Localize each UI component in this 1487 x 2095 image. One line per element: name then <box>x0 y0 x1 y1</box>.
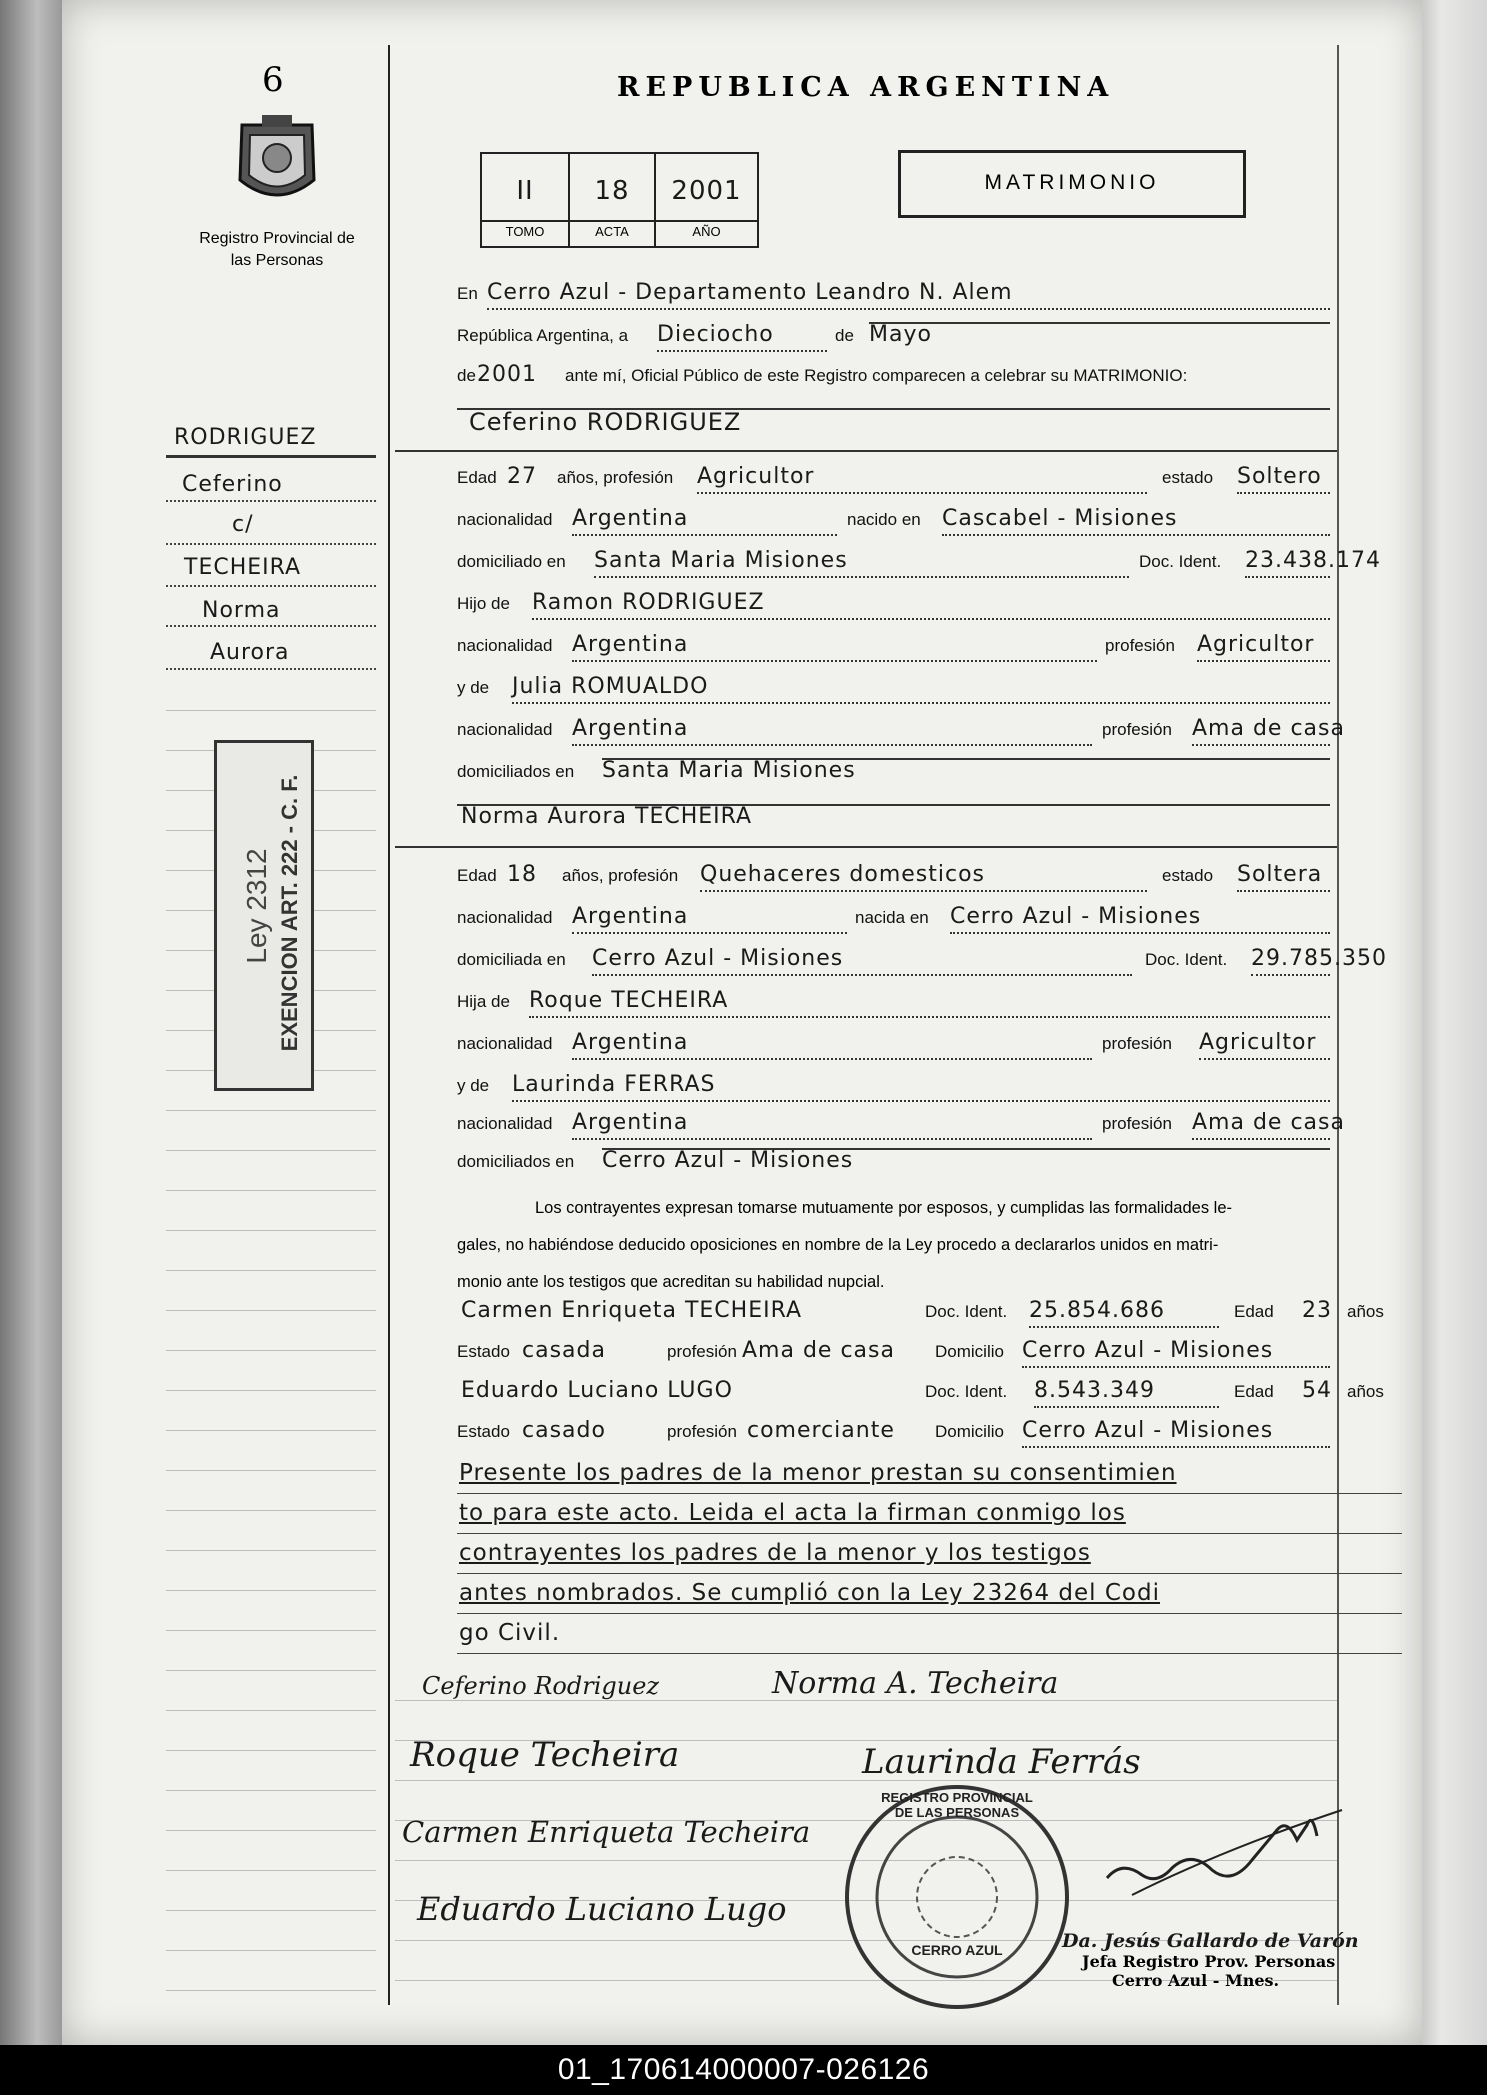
signature-witness-1: Carmen Enriqueta Techeira <box>402 1815 811 1849</box>
adjacent-page-strip <box>1422 0 1487 2045</box>
bride-parents-domicile-row: domiciliados en Cerro Azul - Misiones <box>457 1148 1330 1184</box>
bride-father-row: Hija de Roque TECHEIRA <box>457 988 1330 1024</box>
act-type-label: MATRIMONIO <box>984 171 1160 194</box>
groom-parents-domicile-row: domiciliados en Santa Maria Misiones <box>457 758 1330 794</box>
anio-label: AÑO <box>692 224 721 239</box>
official-signature-scrawl <box>1102 1790 1352 1900</box>
intro-date-row: República Argentina, a Dieciocho de Mayo <box>457 322 1330 358</box>
margin-given-2a: Norma <box>202 598 281 623</box>
right-border-line <box>1337 45 1339 2005</box>
margin-divider-line <box>388 45 390 2005</box>
witness-1-name: Carmen Enriqueta TECHEIRA <box>461 1298 803 1323</box>
acta-value: 18 <box>594 176 630 206</box>
certificate-page: 6 Registro Provincial de las Personas REPUBLICA ARGENTINA II 18 2001 TOMO ACTA AÑO MATRIMONIO En Cerro Azul - Departamento Leandro N. Alem República Argentina, a Dieciocho de Mayo de 2001 ante mí, Oficial Público de este Registro comparecen a celebrar su MATRIMONIO: Ceferino RODRIGUEZ Edad 27 años, profesión Agricultor estado Soltero nacionalidad Argentina nacido en Cascabel - Misiones domiciliado en Santa Maria Misiones Doc. Ident. 23.438.174 Hijo de Ramon RODRIGUEZ nacionalidad Argentina profesión Agricultor y de Julia ROMUALDO nacionalidad Argentina profesión Ama de casa domiciliados en Santa Maria Misiones Norma Aurora TECHEIRA Edad 18 años, profesión Quehaceres domesticos estado Soltera nacionalidad Argentina nacida en Cerro Azul - Misiones domiciliada en Cerro Azul - Misiones Doc. Ident. 29.785.350 Hija de Roque TECHEIRA nacionalidad Argentina profesión Agricultor y de Laurinda FERRAS nacionalidad Argentina profesión Ama de casa domiciliados en Cerro Azul - Misiones Los contrayentes expresan tomarse mutuamente por esposos, y cumplidas las formalidades le- gales, no habiéndose deducido oposiciones en nombre de la Ley procedo a declararlos unidos en matri- monio ante los testigos que acreditan su habilidad nupcial. Carmen Enriqueta TECHEIRA Doc. Ident. 25.854.686 Edad 23 años Estado casada profesión Ama de casa Domicilio Cerro Azul - Misiones Eduardo Luciano LUGO Doc. Ident. 8.543.349 Edad 54 años Estado casado profesión comerciante Domicilio Cerro Azul - Misiones Presente los padres de la menor prestan su consentimien to para este acto. Leida el acta la firman conmigo los contrayentes los padres de la menor y los testigos antes nombrados. Se cumplió con la Ley 23264 del Codi go Civil. Ceferino Rodriguez Norma A. Techeira Roque Techeira Laurinda Ferrás Carmen Enriqueta Techeira Eduardo Luciano Lugo REGISTRO PROVINCIAL DE LAS PERSONAS CERRO AZUL Da. Jesús Gallardo de Varón Jefa Registro Prov. Personas Cerro Azul - Mnes. RODRIGUEZ Ceferino c/ TECHEIRA Norma Aurora Ley 2312 EXENCION ART. 222 - C. F. <box>62 0 1422 2045</box>
groom-nationality-row: nacionalidad Argentina nacido en Cascabel - Misiones <box>457 506 1330 542</box>
place-value: Cerro Azul - Departamento Leandro N. Alem <box>487 280 1013 305</box>
bride-age-row: Edad 18 años, profesión Quehaceres domesticos estado Soltera <box>457 862 1330 898</box>
bride-domicile-row: domiciliada en Cerro Azul - Misiones Doc. Ident. 29.785.350 <box>457 946 1330 982</box>
groom-mother-nat-row: nacionalidad Argentina profesión Ama de casa <box>457 716 1330 752</box>
day-value: Dieciocho <box>657 322 774 347</box>
country-title: REPUBLICA ARGENTINA <box>617 72 1115 103</box>
margin-surname-2: TECHEIRA <box>184 555 302 580</box>
bride-father-nat-row: nacionalidad Argentina profesión Agricultor <box>457 1030 1330 1066</box>
official-stamp: Da. Jesús Gallardo de Varón Jefa Registro Prov. Personas Cerro Azul - Mnes. <box>1062 1930 1359 1990</box>
groom-name-row <box>457 408 1330 444</box>
margin-given-1: Ceferino <box>182 472 283 497</box>
exemption-stamp-law: Ley 2312 <box>241 848 272 964</box>
intro-year-row: de 2001 ante mí, Oficial Público de este Registro comparecen a celebrar su MATRIMONIO: <box>457 362 1188 387</box>
bride-mother-nat-row: nacionalidad Argentina profesión Ama de casa <box>457 1110 1330 1146</box>
signature-bride-mother: Laurinda Ferrás <box>862 1742 1141 1782</box>
groom-name: Ceferino RODRIGUEZ <box>469 408 742 436</box>
anio-value: 2001 <box>671 176 742 206</box>
groom-father-nat-row: nacionalidad Argentina profesión Agricultor <box>457 632 1330 668</box>
margin-given-2b: Aurora <box>210 640 290 665</box>
tomo-value: II <box>516 176 534 206</box>
exemption-stamp-article: EXENCION ART. 222 - C. F. <box>277 774 302 1052</box>
groom-father-row: Hijo de Ramon RODRIGUEZ <box>457 590 1330 626</box>
bride-mother-row: y de Laurinda FERRAS <box>457 1072 1330 1108</box>
exemption-stamp <box>214 740 314 1091</box>
groom-domicile-row: domiciliado en Santa Maria Misiones Doc. Ident. 23.438.174 <box>457 548 1330 584</box>
witness-1-row: Carmen Enriqueta TECHEIRA Doc. Ident. 25.854.686 Edad 23 años <box>457 1298 1330 1334</box>
groom-doc: 23.438.174 <box>1245 548 1381 573</box>
signature-groom: Ceferino Rodriguez <box>422 1672 660 1700</box>
official-seal: REGISTRO PROVINCIAL DE LAS PERSONAS CERRO AZUL <box>842 1782 1072 2012</box>
bride-name: Norma Aurora TECHEIRA <box>461 804 753 829</box>
signature-bride: Norma A. Techeira <box>772 1666 1059 1701</box>
bride-nationality-row: nacionalidad Argentina nacida en Cerro Azul - Misiones <box>457 904 1330 940</box>
registry-name: Registro Provincial de las Personas <box>199 230 355 269</box>
margin-surname-1: RODRIGUEZ <box>174 425 317 450</box>
coat-of-arms-icon <box>232 110 322 215</box>
page-binding-edge <box>0 0 62 2045</box>
signature-witness-2: Eduardo Luciano Lugo <box>417 1890 787 1928</box>
registry-box <box>480 152 759 248</box>
witness-2-name: Eduardo Luciano LUGO <box>461 1378 733 1403</box>
bride-doc: 29.785.350 <box>1251 946 1387 971</box>
intro-place-row: En Cerro Azul - Departamento Leandro N. Alem <box>457 280 1330 316</box>
tomo-label: TOMO <box>505 224 545 239</box>
witness-1-detail-row: Estado casada profesión Ama de casa Domicilio Cerro Azul - Misiones <box>457 1338 1330 1374</box>
acta-label: ACTA <box>595 224 629 239</box>
declaration-text: Los contrayentes expresan tomarse mutuamente por esposos, y cumplidas las formalidades le- gales, no habiéndose deducido oposiciones en nombre de la Ley procedo a declararlos unidos en matri- monio ante los testigos que acreditan su habilidad nupcial. <box>457 1199 1233 1291</box>
act-type-box <box>898 150 1246 218</box>
groom-mother-row: y de Julia ROMUALDO <box>457 674 1330 710</box>
groom-age-row: Edad 27 años, profesión Agricultor estado Soltero <box>457 464 1330 500</box>
margin-conj: c/ <box>232 512 254 537</box>
month-value: Mayo <box>869 322 932 347</box>
image-identifier-footer: 01_170614000007-026126 <box>0 2045 1487 2095</box>
witness-2-row: Eduardo Luciano LUGO Doc. Ident. 8.543.349 Edad 54 años <box>457 1378 1330 1414</box>
page-number: 6 <box>262 60 284 100</box>
signature-bride-father: Roque Techeira <box>410 1735 680 1775</box>
bride-name-row <box>457 804 1330 840</box>
year-value: 2001 <box>477 362 537 387</box>
witness-2-detail-row: Estado casado profesión comerciante Domicilio Cerro Azul - Misiones <box>457 1418 1330 1454</box>
